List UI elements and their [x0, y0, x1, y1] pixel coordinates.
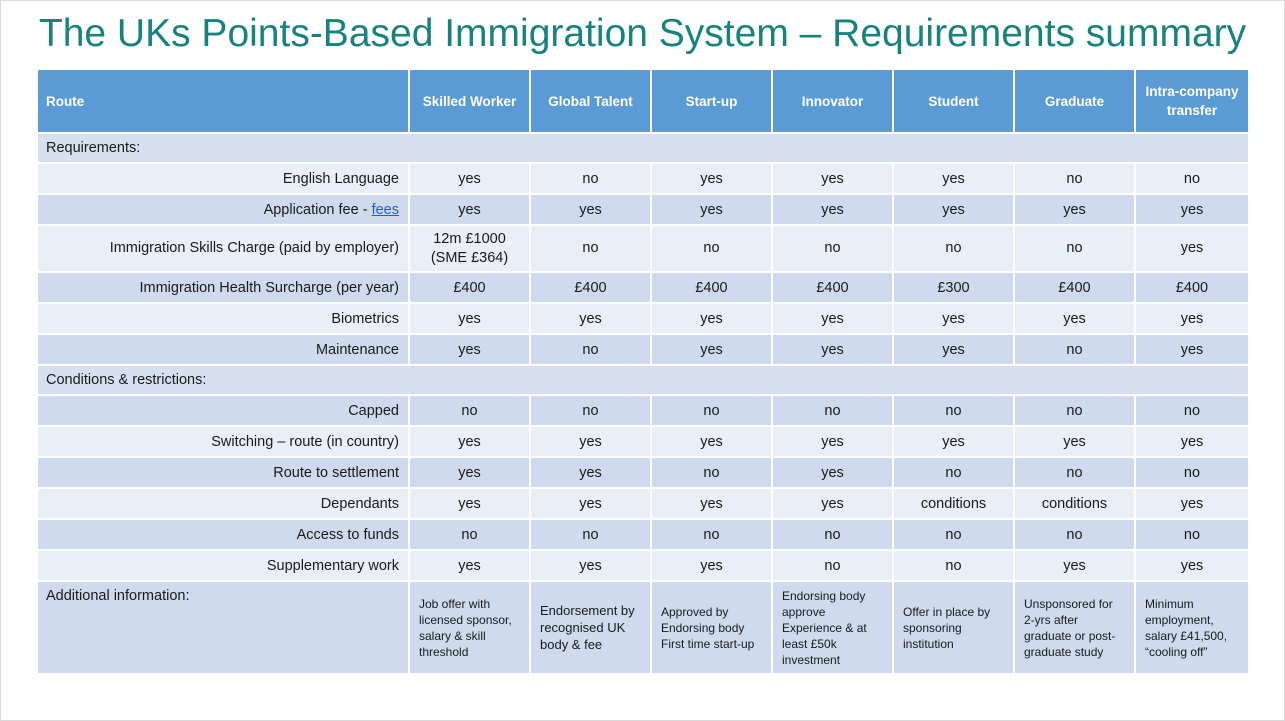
table-cell: no: [893, 457, 1014, 488]
table-cell: yes: [1135, 550, 1249, 581]
row-label: [37, 550, 409, 581]
section-conditions: [37, 365, 1249, 395]
table-row: [37, 334, 1249, 365]
table-cell: yes: [651, 163, 772, 194]
table-cell: yes: [651, 194, 772, 225]
table-cell: yes: [530, 550, 651, 581]
header-start-up: Start-up: [651, 69, 772, 133]
additional-info-cell: Job offer with licensed sponsor, salary & skill threshold: [409, 581, 530, 674]
header-student: Student: [893, 69, 1014, 133]
table-row: [37, 272, 1249, 303]
table-cell: no: [772, 225, 893, 272]
table-cell: 12m £1000 (SME £364): [409, 225, 530, 272]
table-cell: no: [772, 519, 893, 550]
table-cell: yes: [772, 334, 893, 365]
table-cell: no: [530, 395, 651, 426]
table-cell: no: [651, 457, 772, 488]
row-label: [37, 519, 409, 550]
table-cell: yes: [651, 488, 772, 519]
table-cell: £400: [772, 272, 893, 303]
table-cell: no: [1014, 225, 1135, 272]
table-cell: yes: [530, 457, 651, 488]
row-label-text: Application fee -: [263, 201, 372, 218]
header-graduate: Graduate: [1014, 69, 1135, 133]
table-cell: yes: [651, 550, 772, 581]
table-cell: yes: [530, 488, 651, 519]
table-cell: no: [893, 225, 1014, 272]
table-cell: no: [893, 519, 1014, 550]
table-cell: yes: [651, 303, 772, 334]
table-cell: no: [530, 225, 651, 272]
table-cell: no: [1135, 457, 1249, 488]
table-cell: no: [409, 519, 530, 550]
row-label: [37, 225, 409, 272]
row-label: [37, 488, 409, 519]
table-cell: yes: [1135, 194, 1249, 225]
table-cell: no: [1014, 334, 1135, 365]
table-cell: yes: [409, 457, 530, 488]
table-row: [37, 194, 1249, 225]
table-cell: yes: [893, 194, 1014, 225]
table-cell: yes: [1014, 194, 1135, 225]
table-cell: yes: [409, 163, 530, 194]
row-label-text: Immigration Health Surcharge (per year): [139, 279, 399, 296]
table-cell: yes: [1014, 303, 1135, 334]
table-cell: yes: [651, 334, 772, 365]
table-cell: no: [530, 163, 651, 194]
table-cell: yes: [893, 163, 1014, 194]
row-label: [37, 457, 409, 488]
table-cell: yes: [772, 457, 893, 488]
table-cell: yes: [409, 194, 530, 225]
table-cell: no: [1135, 163, 1249, 194]
table-cell: yes: [409, 488, 530, 519]
row-label-text: Supplementary work: [266, 557, 399, 574]
row-label-text: Immigration Skills Charge (paid by employer): [109, 240, 399, 256]
header-route: Route: [37, 69, 409, 133]
table-row: [37, 303, 1249, 334]
table-cell: yes: [772, 163, 893, 194]
additional-info-cell: Offer in place by sponsoring institution: [893, 581, 1014, 674]
additional-info-cell: Endorsement by recognised UK body & fee: [530, 581, 651, 674]
section-additional: Additional information:: [37, 581, 409, 674]
row-label-text: Route to settlement: [273, 464, 399, 481]
table-row: [37, 163, 1249, 194]
table-cell: £400: [1014, 272, 1135, 303]
section-label: Conditions & restrictions:: [37, 365, 1249, 395]
row-label: [37, 272, 409, 303]
table-cell: no: [893, 395, 1014, 426]
table-cell: no: [651, 225, 772, 272]
header-row: [37, 69, 1249, 133]
requirements-table: [36, 68, 1250, 675]
table-cell: no: [1135, 395, 1249, 426]
row-label-text: Capped: [348, 402, 399, 419]
additional-info-cell: Approved by Endorsing body First time start-up: [651, 581, 772, 674]
row-label: [37, 194, 409, 225]
row-label-text: Switching – route (in country): [211, 433, 399, 450]
table-cell: yes: [772, 426, 893, 457]
table-row: [37, 225, 1249, 272]
table-cell: yes: [651, 426, 772, 457]
section-requirements: [37, 133, 1249, 163]
table-cell: yes: [1135, 488, 1249, 519]
table-cell: yes: [893, 303, 1014, 334]
table-cell: yes: [409, 334, 530, 365]
table-cell: no: [1135, 519, 1249, 550]
table-cell: no: [651, 519, 772, 550]
table-cell: no: [893, 550, 1014, 581]
table-cell: yes: [772, 303, 893, 334]
table-cell: yes: [530, 426, 651, 457]
table-cell: no: [530, 519, 651, 550]
header-innovator: Innovator: [772, 69, 893, 133]
page-title: The UKs Points-Based Immigration System – Requirements summary: [38, 12, 1247, 55]
row-label: [37, 334, 409, 365]
table-cell: no: [772, 550, 893, 581]
table-cell: £400: [530, 272, 651, 303]
additional-info-cell: Unsponsored for 2-yrs after graduate or post-graduate study: [1014, 581, 1135, 674]
table-cell: yes: [772, 194, 893, 225]
table-cell: no: [1014, 519, 1135, 550]
header-skilled-worker: Skilled Worker: [409, 69, 530, 133]
table-cell: yes: [409, 426, 530, 457]
table-row: [37, 550, 1249, 581]
table-row: [37, 488, 1249, 519]
table-cell: £400: [409, 272, 530, 303]
table-cell: no: [1014, 395, 1135, 426]
row-label: [37, 426, 409, 457]
table-cell: yes: [1135, 426, 1249, 457]
header-global-talent: Global Talent: [530, 69, 651, 133]
table-cell: yes: [1135, 225, 1249, 272]
table-row: [37, 426, 1249, 457]
table-cell: yes: [409, 550, 530, 581]
row-label: [37, 395, 409, 426]
table-cell: £300: [893, 272, 1014, 303]
additional-info-row: [37, 581, 1249, 674]
table-cell: £400: [1135, 272, 1249, 303]
row-label-text: English Language: [282, 170, 399, 187]
table-cell: yes: [893, 334, 1014, 365]
table-cell: no: [1014, 163, 1135, 194]
row-label: [37, 303, 409, 334]
table-cell: yes: [1135, 303, 1249, 334]
table-cell: no: [530, 334, 651, 365]
table-cell: yes: [1135, 334, 1249, 365]
table-row: [37, 395, 1249, 426]
section-label: Requirements:: [37, 133, 1249, 163]
table-cell: no: [772, 395, 893, 426]
table-cell: yes: [409, 303, 530, 334]
table-cell: yes: [1014, 550, 1135, 581]
row-label-text: Dependants: [320, 495, 399, 512]
additional-info-cell: Minimum employment, salary £41,500, “cooling off”: [1135, 581, 1249, 674]
table-cell: conditions: [1014, 488, 1135, 519]
table-cell: no: [409, 395, 530, 426]
table-cell: £400: [651, 272, 772, 303]
table-row: [37, 457, 1249, 488]
table-row: [37, 519, 1249, 550]
table-cell: yes: [893, 426, 1014, 457]
row-label-text: Access to funds: [296, 526, 399, 543]
header-intra-company-transfer: Intra-company transfer: [1135, 69, 1249, 133]
row-label: [37, 163, 409, 194]
row-label-text: Maintenance: [315, 341, 399, 358]
table-cell: no: [1014, 457, 1135, 488]
additional-info-cell: Endorsing body approve Experience & at least £50k investment: [772, 581, 893, 674]
table-cell: conditions: [893, 488, 1014, 519]
table-cell: yes: [530, 194, 651, 225]
row-label-text: Biometrics: [331, 310, 399, 327]
table-cell: no: [651, 395, 772, 426]
table-cell: yes: [772, 488, 893, 519]
table-cell: yes: [1014, 426, 1135, 457]
fees-link[interactable]: fees: [371, 201, 399, 218]
table-cell: yes: [530, 303, 651, 334]
